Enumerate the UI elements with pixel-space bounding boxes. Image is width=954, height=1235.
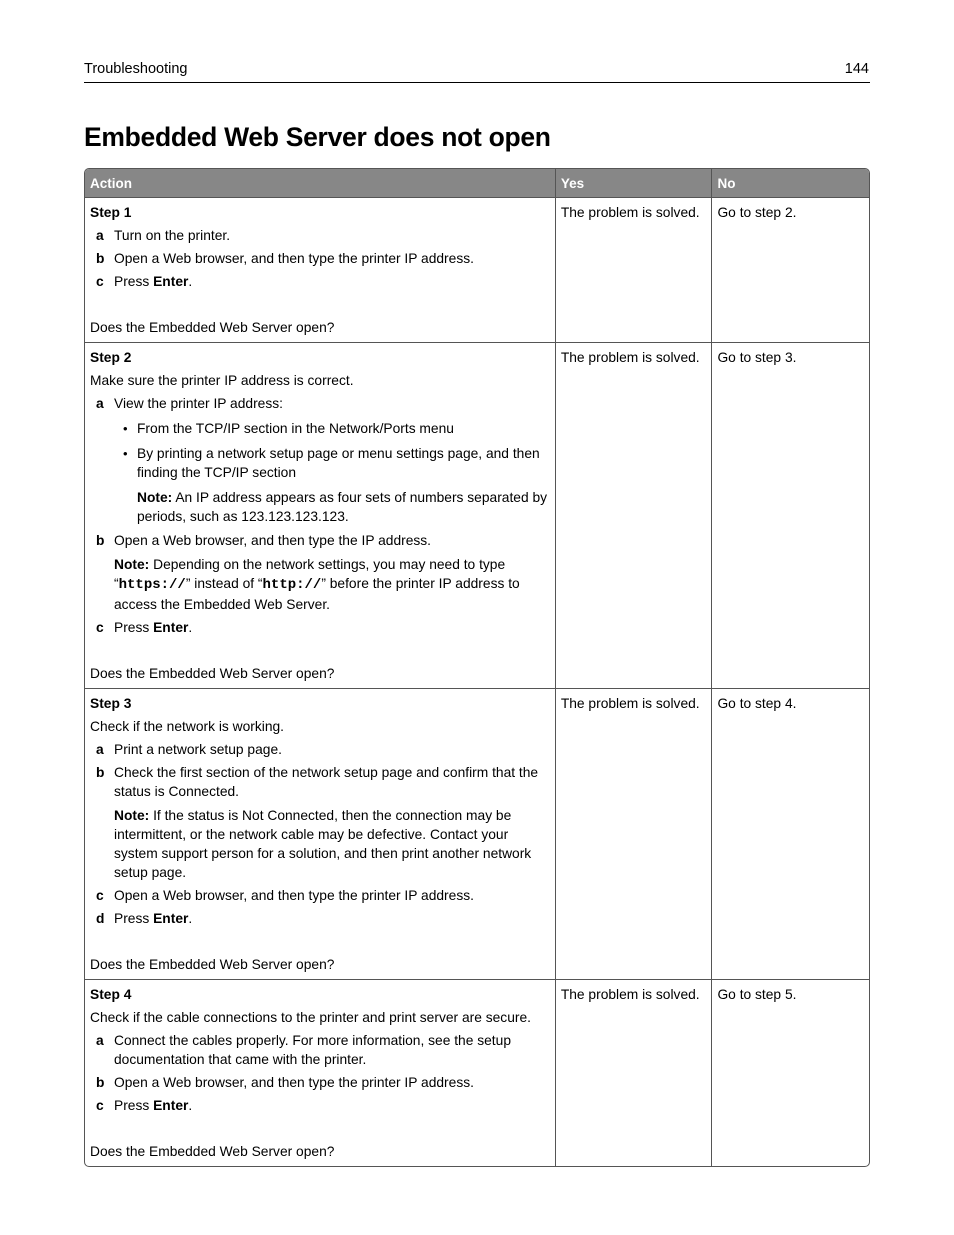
step-title: Step 3 <box>90 696 132 711</box>
press-text: Press <box>114 274 154 289</box>
no-cell: Go to step 4. <box>711 688 869 979</box>
page-header <box>84 60 870 83</box>
substep-a <box>90 226 550 245</box>
substep-letter: a <box>96 396 104 411</box>
substep-c <box>90 272 550 291</box>
substep-letter: d <box>96 911 105 926</box>
action-cell <box>85 342 555 688</box>
step-intro: Check if the cable connections to the printer and print server are secure. <box>90 1010 531 1025</box>
substep-letter: b <box>96 1075 105 1090</box>
substep-text: Open a Web browser, and then type the printer IP address. <box>114 888 474 903</box>
bullet-icon: • <box>123 446 128 461</box>
substep-b <box>90 763 550 801</box>
bullet-item <box>90 444 550 482</box>
period: . <box>188 620 193 635</box>
substep-a <box>90 394 550 413</box>
step-intro: Check if the network is working. <box>90 719 284 734</box>
troubleshooting-table <box>84 168 870 1167</box>
substep-letter: a <box>96 1033 104 1048</box>
substep-c <box>90 886 550 905</box>
enter-key-label: Enter <box>153 274 189 289</box>
substep-letter: c <box>96 1098 104 1113</box>
note <box>90 555 550 614</box>
substep-text: Print a network setup page. <box>114 742 282 757</box>
action-cell <box>85 197 555 342</box>
yes-cell: The problem is solved. <box>555 197 712 342</box>
page-title: Embedded Web Server does not open <box>84 122 551 152</box>
bullet-item <box>90 419 550 438</box>
enter-key-label: Enter <box>153 620 189 635</box>
page-number: 144 <box>844 61 869 77</box>
substep-b <box>90 249 550 268</box>
note <box>90 806 550 882</box>
yes-cell: The problem is solved. <box>555 342 712 688</box>
column-header-action: Action <box>85 169 555 197</box>
column-header-yes: Yes <box>555 169 712 197</box>
https-code: https:// <box>118 577 186 593</box>
table-row-step-2 <box>85 342 869 688</box>
step-title: Step 4 <box>90 987 132 1002</box>
step-question: Does the Embedded Web Server open? <box>90 1144 335 1159</box>
substep-text: Open a Web browser, and then type the printer IP address. <box>114 1075 474 1090</box>
table-row-step-4 <box>85 979 869 1166</box>
column-header-no: No <box>711 169 869 197</box>
substep-letter: a <box>96 742 104 757</box>
substep-letter: b <box>96 765 105 780</box>
step-question: Does the Embedded Web Server open? <box>90 666 335 681</box>
table-row-step-1 <box>85 197 869 342</box>
substep-letter: c <box>96 888 104 903</box>
substep-text: View the printer IP address: <box>114 396 283 411</box>
action-cell <box>85 688 555 979</box>
no-cell: Go to step 3. <box>711 342 869 688</box>
press-text: Press <box>114 1098 154 1113</box>
substep-d <box>90 909 550 928</box>
table-header-row <box>85 169 869 197</box>
press-text: Press <box>114 620 154 635</box>
note-label: Note: <box>137 490 173 505</box>
substep-c <box>90 1096 550 1115</box>
section-title: Troubleshooting <box>84 61 188 77</box>
substep-text: Check the first section of the network setup page and confirm that the status is Connected. <box>114 765 539 799</box>
note-text: ” before the printer IP address to access the Embedded Web Server. <box>114 576 520 612</box>
substep-text: Connect the cables properly. For more information, see the setup documentation that came with the printer. <box>114 1033 511 1067</box>
substep-letter: b <box>96 251 105 266</box>
press-text: Press <box>114 911 154 926</box>
bullet-text: From the TCP/IP section in the Network/Ports menu <box>137 421 454 436</box>
step-title: Step 2 <box>90 350 132 365</box>
note <box>90 488 550 526</box>
http-code: http:// <box>262 577 322 593</box>
substep-a <box>90 740 550 759</box>
bullet-text: By printing a network setup page or menu settings page, and then finding the TCP/IP section <box>137 446 540 480</box>
enter-key-label: Enter <box>153 1098 189 1113</box>
bullet-icon: • <box>123 421 128 436</box>
substep-b <box>90 531 550 550</box>
substep-b <box>90 1073 550 1092</box>
substep-letter: c <box>96 274 104 289</box>
step-question: Does the Embedded Web Server open? <box>90 320 335 335</box>
note-text: If the status is Not Connected, then the connection may be intermittent, or the network cable may be defective. Contact your system support person for a solution, and then print another network setup page. <box>114 808 532 880</box>
table-row-step-3 <box>85 688 869 979</box>
period: . <box>188 274 193 289</box>
yes-cell: The problem is solved. <box>555 979 712 1166</box>
period: . <box>188 1098 193 1113</box>
substep-c <box>90 618 550 637</box>
substep-letter: b <box>96 533 105 548</box>
substep-text: Open a Web browser, and then type the printer IP address. <box>114 251 474 266</box>
period: . <box>188 911 193 926</box>
substep-a <box>90 1031 550 1069</box>
no-cell: Go to step 2. <box>711 197 869 342</box>
note-text: An IP address appears as four sets of numbers separated by periods, such as 123.123.123.123. <box>137 490 548 524</box>
no-cell: Go to step 5. <box>711 979 869 1166</box>
substep-text: Turn on the printer. <box>114 228 231 243</box>
note-label: Note: <box>114 808 150 823</box>
enter-key-label: Enter <box>153 911 189 926</box>
step-intro: Make sure the printer IP address is correct. <box>90 373 354 388</box>
substep-letter: a <box>96 228 104 243</box>
note-text: ” instead of “ <box>185 576 263 591</box>
step-question: Does the Embedded Web Server open? <box>90 957 335 972</box>
note-text: Depending on the network settings, you may need to type “ <box>114 557 506 591</box>
substep-letter: c <box>96 620 104 635</box>
yes-cell: The problem is solved. <box>555 688 712 979</box>
step-title: Step 1 <box>90 205 132 220</box>
substep-text: Open a Web browser, and then type the IP address. <box>114 533 432 548</box>
note-label: Note: <box>114 557 150 572</box>
action-cell <box>85 979 555 1166</box>
